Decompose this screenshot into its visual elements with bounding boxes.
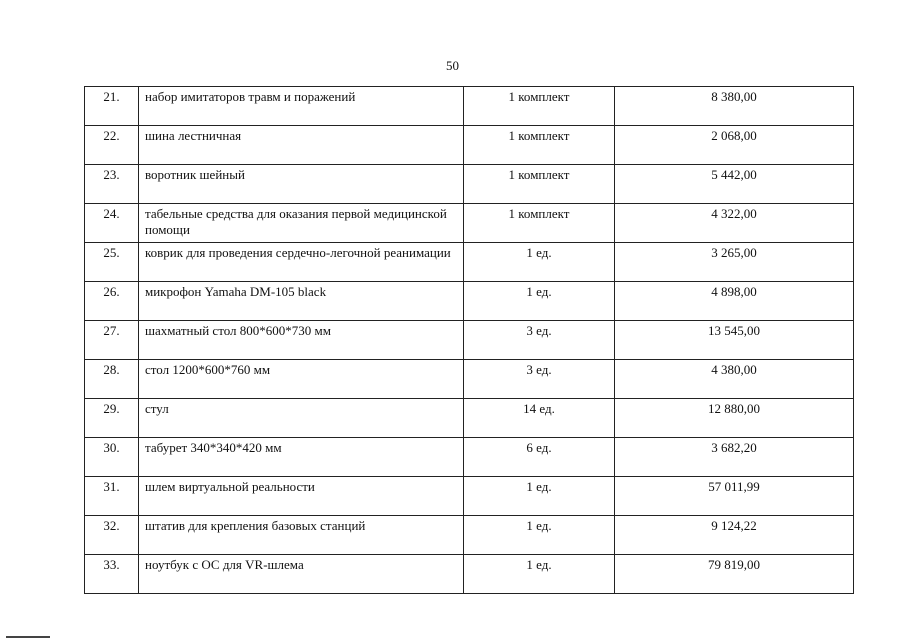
- item-price: 57 011,99: [615, 477, 854, 516]
- item-name: шлем виртуальной реальности: [139, 477, 464, 516]
- item-price: 12 880,00: [615, 399, 854, 438]
- item-quantity: 1 комплект: [464, 204, 615, 243]
- item-price: 9 124,22: [615, 516, 854, 555]
- item-quantity: 1 ед.: [464, 477, 615, 516]
- item-quantity: 1 комплект: [464, 87, 615, 126]
- item-quantity: 14 ед.: [464, 399, 615, 438]
- table-row: [85, 555, 854, 594]
- table-row: [85, 126, 854, 165]
- item-quantity: 3 ед.: [464, 360, 615, 399]
- item-price: 4 380,00: [615, 360, 854, 399]
- item-name: коврик для проведения сердечно-легочной реанимации: [139, 243, 464, 282]
- item-quantity: 6 ед.: [464, 438, 615, 477]
- table-row: [85, 165, 854, 204]
- footer-rule: [6, 636, 50, 638]
- table-row: [85, 477, 854, 516]
- page-number: 50: [446, 58, 459, 73]
- row-number: 23.: [85, 165, 139, 204]
- item-price: 2 068,00: [615, 126, 854, 165]
- row-number: 22.: [85, 126, 139, 165]
- row-number: 30.: [85, 438, 139, 477]
- item-quantity: 1 ед.: [464, 516, 615, 555]
- item-price: 13 545,00: [615, 321, 854, 360]
- item-name: шахматный стол 800*600*730 мм: [139, 321, 464, 360]
- table-row: [85, 516, 854, 555]
- row-number: 24.: [85, 204, 139, 243]
- item-name: шина лестничная: [139, 126, 464, 165]
- equipment-table: [84, 86, 854, 594]
- row-number: 25.: [85, 243, 139, 282]
- row-number: 27.: [85, 321, 139, 360]
- item-price: 4 322,00: [615, 204, 854, 243]
- item-quantity: 1 комплект: [464, 126, 615, 165]
- item-price: 5 442,00: [615, 165, 854, 204]
- table-row: [85, 243, 854, 282]
- item-quantity: 1 ед.: [464, 243, 615, 282]
- row-number: 33.: [85, 555, 139, 594]
- item-name: стол 1200*600*760 мм: [139, 360, 464, 399]
- item-name: ноутбук с ОС для VR-шлема: [139, 555, 464, 594]
- row-number: 31.: [85, 477, 139, 516]
- item-price: 4 898,00: [615, 282, 854, 321]
- table-row: [85, 204, 854, 243]
- item-price: 3 265,00: [615, 243, 854, 282]
- row-number: 28.: [85, 360, 139, 399]
- item-name: стул: [139, 399, 464, 438]
- item-name: табельные средства для оказания первой медицинской помощи: [139, 204, 464, 243]
- item-quantity: 1 комплект: [464, 165, 615, 204]
- row-number: 32.: [85, 516, 139, 555]
- table-row: [85, 360, 854, 399]
- row-number: 26.: [85, 282, 139, 321]
- item-name: микрофон Yamaha DM-105 black: [139, 282, 464, 321]
- table-row: [85, 438, 854, 477]
- table-body: [85, 87, 854, 594]
- item-quantity: 1 ед.: [464, 555, 615, 594]
- item-price: 79 819,00: [615, 555, 854, 594]
- item-price: 3 682,20: [615, 438, 854, 477]
- table-row: [85, 87, 854, 126]
- row-number: 29.: [85, 399, 139, 438]
- item-quantity: 3 ед.: [464, 321, 615, 360]
- item-quantity: 1 ед.: [464, 282, 615, 321]
- item-name: табурет 340*340*420 мм: [139, 438, 464, 477]
- item-name: штатив для крепления базовых станций: [139, 516, 464, 555]
- table-row: [85, 399, 854, 438]
- row-number: 21.: [85, 87, 139, 126]
- table-row: [85, 321, 854, 360]
- item-name: воротник шейный: [139, 165, 464, 204]
- item-price: 8 380,00: [615, 87, 854, 126]
- table-row: [85, 282, 854, 321]
- item-name: набор имитаторов травм и поражений: [139, 87, 464, 126]
